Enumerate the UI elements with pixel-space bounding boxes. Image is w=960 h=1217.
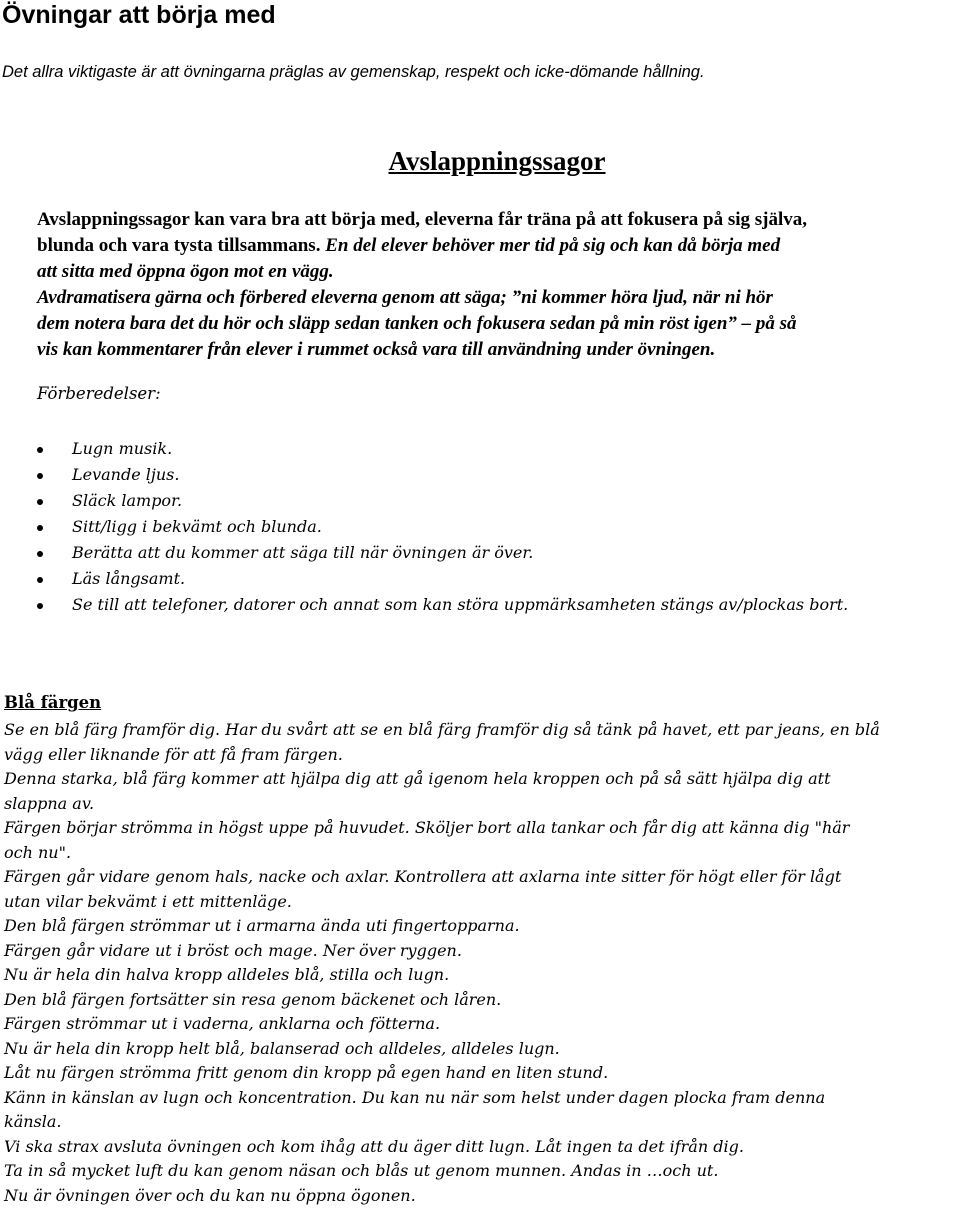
exercise-heading: Blå färgen [4, 693, 102, 712]
list-item [37, 592, 848, 618]
exercise-line: Den blå färgen strömmar ut i armarna ända uti fingertopparna. [4, 916, 520, 935]
list-item [37, 514, 848, 540]
exercise-line: vägg eller liknande för att få fram färgen. [4, 744, 343, 764]
list-item [37, 540, 848, 566]
paragraph-fragment: En del elever behöver mer tid på sig och kan då börja med [320, 235, 781, 256]
exercise-line: Låt nu färgen strömma fritt genom din kropp på egen hand en liten stund. [4, 1063, 609, 1082]
list-item [37, 462, 848, 488]
bullet-icon [37, 603, 43, 609]
exercise-line: slappna av. [4, 793, 95, 813]
exercise-line: Nu är hela din kropp helt blå, balanserad och alldeles, alldeles lugn. [4, 1038, 560, 1058]
exercise-line: Färgen börjar strömma in högst uppe på huvudet. Sköljer bort alla tankar och får dig att känna dig "här [4, 818, 850, 837]
paragraph-line: vis kan kommentarer från elever i rummet också vara till användning under övningen. [37, 339, 716, 360]
exercise-line: Ta in så mycket luft du kan genom näsan och blås ut genom munnen. Andas in …och ut. [4, 1161, 719, 1180]
preparations-heading: Förberedelser: [37, 384, 161, 403]
list-item-label: Se till att telefoner, datorer och annat som kan störa uppmärksamheten stängs av/plockas bort. [72, 595, 849, 614]
exercise-line: Den blå färgen fortsätter sin resa genom bäckenet och låren. [4, 989, 502, 1009]
exercise-line: Vi ska strax avsluta övningen och kom ihåg att du äger ditt lugn. Låt ingen ta det ifrån dig. [4, 1136, 744, 1156]
exercise-line: Färgen går vidare genom hals, nacke och axlar. Kontrollera att axlarna inte sitter för högt eller för lågt [4, 867, 842, 886]
exercise-line: och nu". [4, 842, 72, 862]
list-item-label: Släck lampor. [72, 491, 183, 510]
list-item-label: Berätta att du kommer att säga till när övningen är över. [72, 543, 534, 562]
list-item-label: Lugn musik. [72, 439, 173, 458]
exercise-line: Nu är övningen över och du kan nu öppna ögonen. [4, 1185, 416, 1205]
paragraph-line: Avslappningssagor kan vara bra att börja med, eleverna får träna på att fokusera på sig själva, [37, 209, 808, 230]
bullet-icon [37, 473, 43, 479]
exercise-line: Färgen strömmar ut i vaderna, anklarna och fötterna. [4, 1014, 441, 1033]
list-item [37, 566, 848, 592]
preparations-list [37, 436, 848, 618]
exercise-text [4, 718, 880, 1208]
list-item [37, 436, 848, 462]
exercise-line: Känn in känslan av lugn och koncentration. Du kan nu när som helst under dagen plocka fram denna [4, 1087, 826, 1107]
exercise-line: Se en blå färg framför dig. Har du svårt att se en blå färg framför dig så tänk på havet, ett par jeans, en blå [4, 720, 880, 739]
list-item-label: Levande ljus. [72, 465, 180, 484]
list-item [37, 488, 848, 514]
bullet-icon [37, 577, 43, 583]
section-title: Avslappningssagor [388, 146, 606, 176]
bullet-icon [37, 525, 43, 531]
paragraph-fragment: blunda och vara tysta tillsammans. [37, 235, 321, 256]
list-item-label: Läs långsamt. [72, 569, 186, 588]
paragraph-intro-relaxation [37, 207, 960, 285]
bullet-icon [37, 447, 43, 453]
exercise-line: känsla. [4, 1112, 62, 1131]
paragraph-line: att sitta med öppna ögon mot en vägg. [37, 261, 334, 282]
exercise-line: Färgen går vidare ut i bröst och mage. Ner över ryggen. [4, 940, 462, 960]
exercise-line: Nu är hela din halva kropp alldeles blå, stilla och lugn. [4, 965, 450, 984]
paragraph-line: dem notera bara det du hör och släpp sedan tanken och fokusera sedan på min röst igen” – på så [37, 313, 797, 334]
bullet-icon [37, 499, 43, 505]
paragraph-dedramatize [37, 285, 960, 363]
paragraph-line: Avdramatisera gärna och förbered eleverna genom att säga; ”ni kommer höra ljud, när ni hör [37, 287, 773, 308]
exercise-line: utan vilar bekvämt i ett mittenläge. [4, 891, 292, 911]
intro-text: Det allra viktigaste är att övningarna präglas av gemenskap, respekt och icke-dömande hållning. [2, 63, 705, 81]
paragraph-line [37, 233, 960, 259]
bullet-icon [37, 551, 43, 557]
exercise-line: Denna starka, blå färg kommer att hjälpa dig att gå igenom hela kroppen och på så sätt hjälpa dig att [4, 769, 831, 788]
page-title: Övningar att börja med [2, 1, 276, 29]
list-item-label: Sitt/ligg i bekvämt och blunda. [72, 517, 322, 536]
